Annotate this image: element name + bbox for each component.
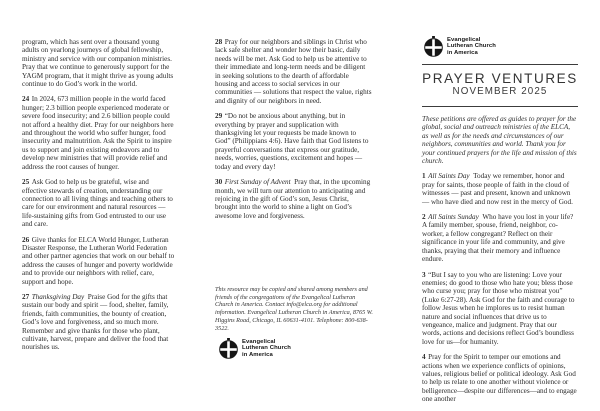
logo-line-2: Lutheran Church bbox=[242, 345, 291, 352]
item-text: “But I say to you who are listening: Love your enemies; do good to those who hate you; bless those who curse you; pray for those who mistreat you” (Luke 6:27-28). Ask God for the faith and courage to follow Jesus when he implores us to resist human nature and social influences that drive us to vengeance, malice and judgment. Pray that our words, actions and decisions reflect God’s boundless love for us—for humanity. bbox=[422, 270, 575, 346]
logo-line-3: in America bbox=[242, 351, 273, 358]
item-text: “Do not be anxious about anything, but in everything by prayer and supplication with thanksgiving let your requests be made known to God” (Philippians 4:6). Have faith that God listens to prayerful conversations that express our gratitude, needs, worries, questions, excitement and hopes — today and every day! bbox=[215, 112, 369, 171]
intro-paragraph: These petitions are offered as guides to prayer for the global, social and outreach ministries of the ELCA, as well as for the needs and circumstances of our neighbors, communities and world. Thank you for your continued prayers for the life and mission of this church. bbox=[422, 115, 577, 166]
logo-line-1: Evangelical bbox=[447, 36, 481, 43]
prayer-item-25 bbox=[22, 178, 175, 228]
middle-column bbox=[215, 38, 372, 227]
logo-line-2: Lutheran Church bbox=[447, 43, 496, 50]
item-text: Who have you lost in your life? A family member, spouse, friend, neighbor, co-worker, a fellow congregant? Reflect on their significance in your life and community, and give thanks, praying that their memory and influence endure. bbox=[422, 213, 574, 264]
item-number: 27 bbox=[22, 292, 30, 301]
item-text: Give thanks for ELCA World Hunger, Lutheran Disaster Response, the Lutheran World Federation and other partner agencies that work on our behalf to address the causes of hunger and poverty worldwide and to provide our neighbors with relief, care, support and hope. bbox=[22, 235, 175, 286]
left-column bbox=[22, 38, 175, 359]
item-text: Pray for our neighbors and siblings in Christ who lack safe shelter and wonder how their basic, daily needs will be met. Ask God to help us be attentive to their immediate and long-term needs and be diligent in seeking solutions to the dearth of affordable housing and access to social services in our communities — solutions that respect the value, rights and dignity of our neighbors in need. bbox=[215, 38, 372, 105]
item-number: 25 bbox=[22, 178, 30, 187]
prayer-item-1 bbox=[422, 172, 578, 206]
item-text: program, which has sent over a thousand young adults on yearlong journeys of global fellowship, ministry and service with our companion ministries. Pray that we continue to generously support for the YAGM program, that it might thrive as young adults continue to do God’s work in the world. bbox=[22, 38, 174, 89]
item-lead: Thanksgiving Day bbox=[31, 292, 85, 301]
elca-logo-footer bbox=[219, 338, 291, 359]
prayer-item-2 bbox=[422, 213, 578, 263]
item-text: In 2024, 673 million people in the world faced hunger; 2.3 billion people experienced moderate or severe food insecurity; and 2.6 billion people could not afford a healthy diet. Pray for our neighbors here and throughout the world who suffer hunger, food insecurity and malnutrition. Ask the Spirit to inspire us to support and join existing endeavors and to develop new ministries that will provide relief and address the root causes of hunger. bbox=[22, 95, 174, 171]
masthead bbox=[422, 71, 578, 98]
logo-line-3: in America bbox=[447, 49, 478, 56]
item-lead: All Saints Sunday bbox=[428, 213, 479, 222]
logo-line-1: Evangelical bbox=[242, 338, 276, 345]
item-number: 24 bbox=[22, 95, 30, 104]
elca-emblem-icon bbox=[424, 36, 443, 57]
page-title: PRAYER VENTURES bbox=[422, 71, 578, 86]
prayer-item-30 bbox=[215, 178, 372, 220]
prayer-item-29 bbox=[215, 112, 372, 171]
prayer-item-3 bbox=[422, 271, 578, 347]
right-column bbox=[422, 36, 578, 411]
elca-logo-wordmark bbox=[242, 339, 291, 358]
prayer-item-23-continued bbox=[22, 38, 175, 88]
item-lead: All Saints Day bbox=[428, 172, 470, 181]
item-number: 26 bbox=[22, 235, 30, 244]
masthead-top-rule bbox=[422, 64, 578, 65]
copyright-note: This resource may be copied and shared among members and friends of the congregations of the Evangelical Lutheran Church in America. Contact info@elca.org for additional information. Evangelical Lutheran Church in America, 8765 W. Higgins Road, Chicago, IL 60631-4101. Telephone: 800-638-3522. bbox=[215, 286, 373, 332]
prayer-item-24 bbox=[22, 95, 175, 171]
item-text: Pray that, in the upcoming month, we will turn our attention to anticipating and rejoicing in the gift of God’s son, Jesus Christ, brought into the world to shine a light on God’s awesome love and forgiveness. bbox=[215, 178, 371, 220]
page-subtitle: NOVEMBER 2025 bbox=[452, 86, 548, 97]
item-text: Praise God for the gifts that sustain our body and spirit — food, shelter, family, friends, faith communities, the bounty of creation, God’s love and forgiveness, and so much more. Remember and give thanks for those who plant, cultivate, harvest, prepare and deliver the food that nourishes us. bbox=[22, 292, 169, 352]
prayer-item-26 bbox=[22, 236, 175, 286]
prayer-item-27 bbox=[22, 293, 175, 352]
elca-logo-header bbox=[424, 36, 578, 57]
item-number: 1 bbox=[422, 172, 426, 181]
item-number: 29 bbox=[215, 112, 223, 121]
elca-emblem-icon bbox=[219, 338, 238, 359]
item-number: 4 bbox=[422, 353, 426, 362]
item-text: Today we remember, honor and pray for saints, those people of faith in the cloud of witnesses — past and present, known and unknown — who have died and now rest in the mercy of God. bbox=[422, 172, 573, 206]
item-text: Ask God to help us be grateful, wise and effective stewards of creation, understanding our connection to all living things and teaching others to care for our environment and natural resources — life-sustaining gifts from God entrusted to our use and care. bbox=[22, 178, 173, 229]
item-number: 30 bbox=[215, 178, 223, 187]
masthead-bottom-rule bbox=[422, 106, 578, 107]
prayer-item-28 bbox=[215, 38, 372, 105]
item-number: 28 bbox=[215, 38, 223, 46]
item-text: Pray for the Spirit to temper our emotions and actions when we experience conflicts of opinions, values, religious belief or political ideology. Ask God to help us relate to one another without violence or belligerence—despite our differences—and to engage one another bbox=[422, 353, 577, 404]
item-number: 3 bbox=[422, 270, 426, 279]
elca-logo-wordmark bbox=[447, 37, 496, 56]
prayer-item-4 bbox=[422, 353, 578, 403]
item-lead: First Sunday of Advent bbox=[224, 178, 291, 187]
item-number: 2 bbox=[422, 213, 426, 222]
